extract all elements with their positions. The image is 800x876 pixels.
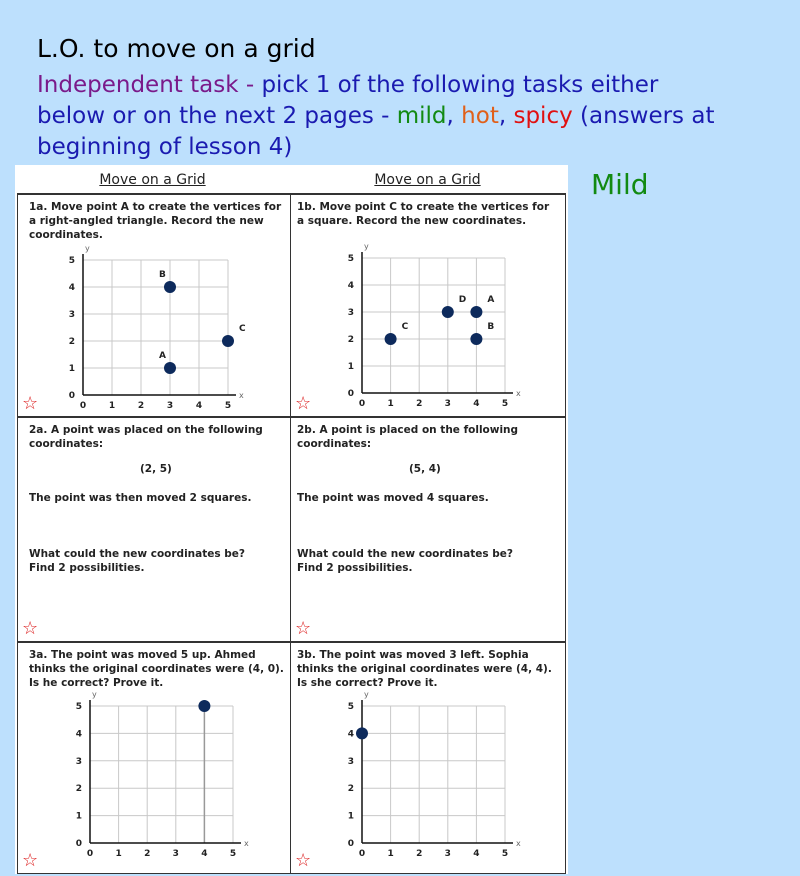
x-tick-label: 0 — [358, 399, 366, 409]
level-label: Mild — [591, 168, 649, 201]
y-axis-label: y — [364, 242, 369, 251]
point-label: B — [487, 322, 495, 332]
y-tick-label: 2 — [75, 784, 82, 795]
x-tick-label: 5 — [501, 849, 509, 859]
y-tick-label: 1 — [75, 811, 82, 822]
question-text: 2a. A point was placed on the following coordinates: — [29, 424, 263, 450]
y-axis-label: y — [364, 690, 369, 699]
y-tick-label: 5 — [347, 254, 354, 264]
x-tick-label: 1 — [108, 401, 116, 411]
hot-label: hot — [461, 103, 499, 129]
point-label: B — [159, 270, 166, 280]
y-tick-label: 3 — [347, 308, 354, 318]
x-tick-label: 1 — [115, 849, 122, 859]
y-tick-label: 5 — [347, 702, 354, 712]
y-tick-label: 4 — [347, 729, 354, 740]
instructions-text: (answers at — [572, 103, 715, 129]
question-text: 2b. A point is placed on the following coordinates: — [297, 424, 519, 450]
question-text: The point was moved 4 squares. — [297, 492, 489, 504]
x-tick-label: 5 — [224, 401, 232, 411]
point-label: A — [159, 351, 166, 361]
question-text: What could the new coordinates be? — [29, 548, 246, 560]
x-tick-label: 4 — [473, 849, 480, 859]
x-tick-label: 3 — [166, 401, 174, 411]
worksheet-header-left: Move on a Grid — [99, 172, 206, 188]
x-tick-label: 4 — [201, 849, 208, 859]
y-tick-label: 4 — [347, 281, 354, 291]
data-point — [470, 306, 482, 318]
star-icon: ☆ — [295, 618, 312, 639]
x-tick-label: 1 — [387, 399, 394, 409]
worksheet-header-right: Move on a Grid — [374, 172, 481, 188]
question-text: Find 2 possibilities. — [297, 562, 413, 574]
x-axis-label: x — [244, 839, 249, 848]
star-icon: ☆ — [22, 393, 39, 414]
x-tick-label: 2 — [144, 849, 151, 859]
question-text: What could the new coordinates be? — [297, 548, 514, 560]
y-tick-label: 0 — [68, 391, 75, 401]
y-tick-label: 1 — [68, 364, 75, 374]
x-axis-label: x — [239, 391, 244, 400]
x-tick-label: 1 — [387, 849, 394, 859]
comma: , — [446, 103, 462, 129]
data-point — [442, 306, 454, 318]
y-tick-label: 2 — [347, 784, 354, 795]
point-label: A — [487, 295, 495, 305]
question-text: 1a. Move point A to create the vertices for a right-angled triangle. Record the new coordinates. — [29, 201, 282, 241]
star-icon: ☆ — [295, 850, 312, 871]
x-tick-label: 3 — [444, 849, 451, 859]
data-point — [198, 700, 210, 712]
y-axis-label: y — [85, 244, 90, 253]
y-tick-label: 1 — [347, 362, 354, 372]
data-point — [356, 727, 368, 739]
question-text: 3b. The point was moved 3 left. Sophia thinks the original coordinates were (4, 4). Is she correct? Prove it. — [297, 649, 552, 689]
x-tick-label: 0 — [358, 849, 366, 859]
data-point — [164, 281, 176, 293]
x-tick-label: 2 — [416, 849, 423, 859]
instructions-text: below or on the next 2 pages - — [37, 103, 397, 129]
point-label: C — [239, 324, 246, 334]
y-tick-label: 3 — [347, 756, 354, 767]
y-tick-label: 2 — [347, 335, 354, 345]
y-axis-label: y — [92, 690, 97, 699]
x-tick-label: 3 — [172, 849, 179, 859]
coordinate: (2, 5) — [140, 463, 172, 475]
worksheet — [15, 165, 568, 874]
star-icon: ☆ — [22, 850, 39, 871]
question-text: 3a. The point was moved 5 up. Ahmed thinks the original coordinates were (4, 0). Is he correct? Prove it. — [29, 649, 284, 689]
mild-label: mild — [396, 103, 447, 129]
question-text: The point was then moved 2 squares. — [29, 492, 252, 504]
y-tick-label: 4 — [75, 729, 82, 740]
question-text: Find 2 possibilities. — [29, 562, 145, 574]
x-axis-label: x — [516, 389, 521, 398]
y-tick-label: 0 — [347, 389, 354, 399]
instructions-text: pick 1 of the following tasks either — [261, 72, 659, 98]
instructions-line-2 — [37, 101, 714, 132]
x-tick-label: 2 — [416, 399, 423, 409]
coordinate: (5, 4) — [409, 463, 441, 475]
lesson-objective: L.O. to move on a grid — [37, 34, 316, 63]
instructions-line-3: beginning of lesson 4) — [37, 134, 293, 160]
star-icon: ☆ — [22, 618, 39, 639]
x-tick-label: 5 — [501, 399, 509, 409]
task-label: Independent task — [37, 72, 239, 98]
y-tick-label: 5 — [75, 702, 82, 712]
y-tick-label: 5 — [68, 256, 75, 266]
coordinate-grids — [15, 165, 568, 874]
y-tick-label: 0 — [347, 839, 354, 849]
x-tick-label: 4 — [195, 401, 203, 411]
y-tick-label: 3 — [68, 310, 75, 320]
y-tick-label: 3 — [75, 756, 82, 767]
x-tick-label: 2 — [137, 401, 145, 411]
star-icon: ☆ — [295, 393, 312, 414]
data-point — [385, 333, 397, 345]
x-tick-label: 0 — [79, 401, 87, 411]
x-tick-label: 5 — [229, 849, 237, 859]
x-tick-label: 4 — [473, 399, 480, 409]
y-tick-label: 4 — [68, 283, 75, 293]
data-point — [164, 362, 176, 374]
comma: , — [498, 103, 514, 129]
question-text: 1b. Move point C to create the vertices for a square. Record the new coordinates. — [297, 201, 550, 227]
y-tick-label: 1 — [347, 811, 354, 822]
point-label: D — [458, 295, 467, 305]
dash: - — [238, 72, 262, 98]
point-label: C — [401, 322, 409, 332]
data-point — [470, 333, 482, 345]
spicy-label: spicy — [513, 103, 573, 129]
x-tick-label: 0 — [86, 849, 94, 859]
instructions-line-1 — [37, 70, 658, 101]
data-point — [222, 335, 234, 347]
x-axis-label: x — [516, 839, 521, 848]
x-tick-label: 3 — [444, 399, 451, 409]
y-tick-label: 0 — [75, 839, 82, 849]
y-tick-label: 2 — [68, 337, 75, 347]
